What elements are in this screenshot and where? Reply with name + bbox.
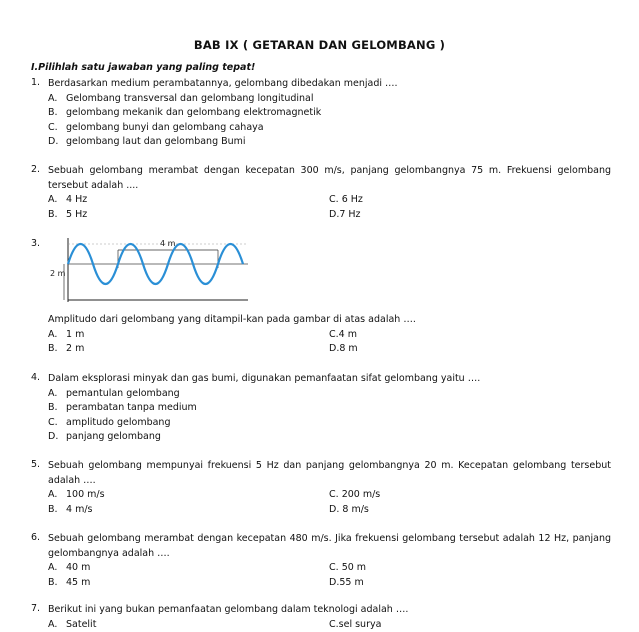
option-key: A. [48, 488, 66, 503]
option-c [329, 488, 380, 503]
question-3-body [31, 313, 611, 357]
option-key: A. [48, 561, 66, 576]
question-1 [31, 77, 611, 150]
option-key: A. [48, 328, 66, 343]
option-text: gelombang bunyi dan gelombang cahaya [66, 122, 264, 133]
option-b [48, 342, 84, 357]
option-text: 50 m [342, 562, 366, 573]
option-key: C. [48, 121, 66, 136]
option-a [48, 328, 84, 343]
option-row [48, 561, 611, 576]
option-text: panjang gelombang [66, 431, 161, 442]
question-number: 2. [31, 164, 40, 175]
option-key: B. [48, 576, 66, 591]
option-key: D. [329, 577, 339, 588]
option-key: D. [48, 430, 66, 445]
option-key: A. [48, 193, 66, 208]
option-key: C. [329, 489, 339, 500]
question-number: 7. [31, 603, 40, 614]
option-key: D. [48, 135, 66, 150]
option-key: C. [48, 416, 66, 431]
question-6 [31, 532, 611, 590]
instruction-text: I.Pilihlah satu jawaban yang paling tepat! [31, 62, 255, 73]
option-text: 2 m [66, 343, 84, 354]
option-row [48, 503, 611, 518]
option-c [329, 328, 357, 343]
option-key: C. [329, 194, 339, 205]
option-d [329, 576, 364, 591]
option-text: 100 m/s [66, 489, 105, 500]
option-key: D. [329, 209, 339, 220]
option-key: D. [329, 504, 339, 515]
question-text: Amplitudo dari gelombang yang ditampil-kan pada gambar di atas adalah …. [48, 313, 611, 328]
option-text: gelombang mekanik dan gelombang elektromagnetik [66, 107, 321, 118]
option-key: B. [48, 503, 66, 518]
option-key: B. [48, 342, 66, 357]
option-key: B. [48, 401, 66, 416]
option-text: 1 m [66, 329, 84, 340]
question-number: 6. [31, 532, 40, 543]
option-b [48, 106, 611, 121]
question-4 [31, 372, 611, 445]
option-key: C. [329, 619, 339, 630]
option-text: gelombang laut dan gelombang Bumi [66, 136, 246, 147]
option-d [48, 430, 611, 445]
option-text: 6 Hz [342, 194, 363, 205]
option-d [48, 135, 611, 150]
option-c [48, 121, 611, 136]
wave-figure [50, 236, 250, 306]
option-b [48, 208, 87, 223]
option-row [48, 342, 611, 357]
option-text: 45 m [66, 577, 90, 588]
option-text: 8 m/s [342, 504, 368, 515]
option-text: Gelombang transversal dan gelombang longitudinal [66, 93, 314, 104]
option-a [48, 561, 90, 576]
question-7 [31, 603, 611, 632]
option-c [48, 416, 611, 431]
option-a [48, 488, 105, 503]
option-text: 4 m/s [66, 504, 92, 515]
option-c [329, 561, 366, 576]
option-b [48, 576, 90, 591]
option-key: B. [48, 208, 66, 223]
option-d [329, 342, 358, 357]
option-text: amplitudo gelombang [66, 417, 170, 428]
question-2 [31, 164, 611, 222]
wavelength-label: 4 m [160, 239, 176, 248]
option-key: A. [48, 618, 66, 632]
option-row [48, 576, 611, 591]
option-key: D. [329, 343, 339, 354]
option-text: pemantulan gelombang [66, 388, 180, 399]
option-d [329, 208, 361, 223]
option-key: C. [329, 329, 339, 340]
option-text: 55 m [339, 577, 363, 588]
option-text: sel surya [339, 619, 382, 630]
option-b [48, 503, 92, 518]
question-text: Berikut ini yang bukan pemanfaatan gelombang dalam teknologi adalah …. [48, 603, 611, 618]
option-key: A. [48, 387, 66, 402]
option-text: 5 Hz [66, 209, 87, 220]
option-a [48, 92, 611, 107]
option-text: 40 m [66, 562, 90, 573]
page-title: BAB IX ( GETARAN DAN GELOMBANG ) [0, 38, 639, 52]
option-a [48, 387, 611, 402]
question-text: Sebuah gelombang merambat dengan kecepatan 300 m/s, panjang gelombangnya 75 m. Frekuensi gelombang tersebut adalah .... [48, 164, 611, 193]
option-row [48, 193, 611, 208]
amplitude-label: 2 m [50, 269, 66, 278]
option-row [48, 328, 611, 343]
option-key: B. [48, 106, 66, 121]
option-text: 4 m [339, 329, 357, 340]
option-b [48, 401, 611, 416]
option-d [329, 503, 369, 518]
question-number: 1. [31, 77, 40, 88]
option-row [48, 488, 611, 503]
question-text: Berdasarkan medium perambatannya, gelombang dibedakan menjadi …. [48, 77, 611, 92]
option-text: 200 m/s [342, 489, 381, 500]
option-c [329, 193, 363, 208]
question-text: Sebuah gelombang merambat dengan kecepatan 480 m/s. Jika frekuensi gelombang tersebut adalah 12 Hz, panjang gelombangnya adalah …. [48, 532, 611, 561]
question-number: 3. [31, 238, 40, 249]
option-a [48, 193, 87, 208]
option-text: 7 Hz [339, 209, 360, 220]
option-key: C. [329, 562, 339, 573]
option-row [48, 208, 611, 223]
question-text: Dalam eksplorasi minyak dan gas bumi, digunakan pemanfaatan sifat gelombang yaitu …. [48, 372, 611, 387]
question-5 [31, 459, 611, 517]
question-number: 4. [31, 372, 40, 383]
option-text: Satelit [66, 619, 96, 630]
option-key: A. [48, 92, 66, 107]
option-text: 8 m [339, 343, 357, 354]
question-text: Sebuah gelombang mempunyai frekuensi 5 Hz dan panjang gelombangnya 20 m. Kecepatan gelombang tersebut adalah …. [48, 459, 611, 488]
option-text: 4 Hz [66, 194, 87, 205]
question-number: 5. [31, 459, 40, 470]
option-text: perambatan tanpa medium [66, 402, 197, 413]
